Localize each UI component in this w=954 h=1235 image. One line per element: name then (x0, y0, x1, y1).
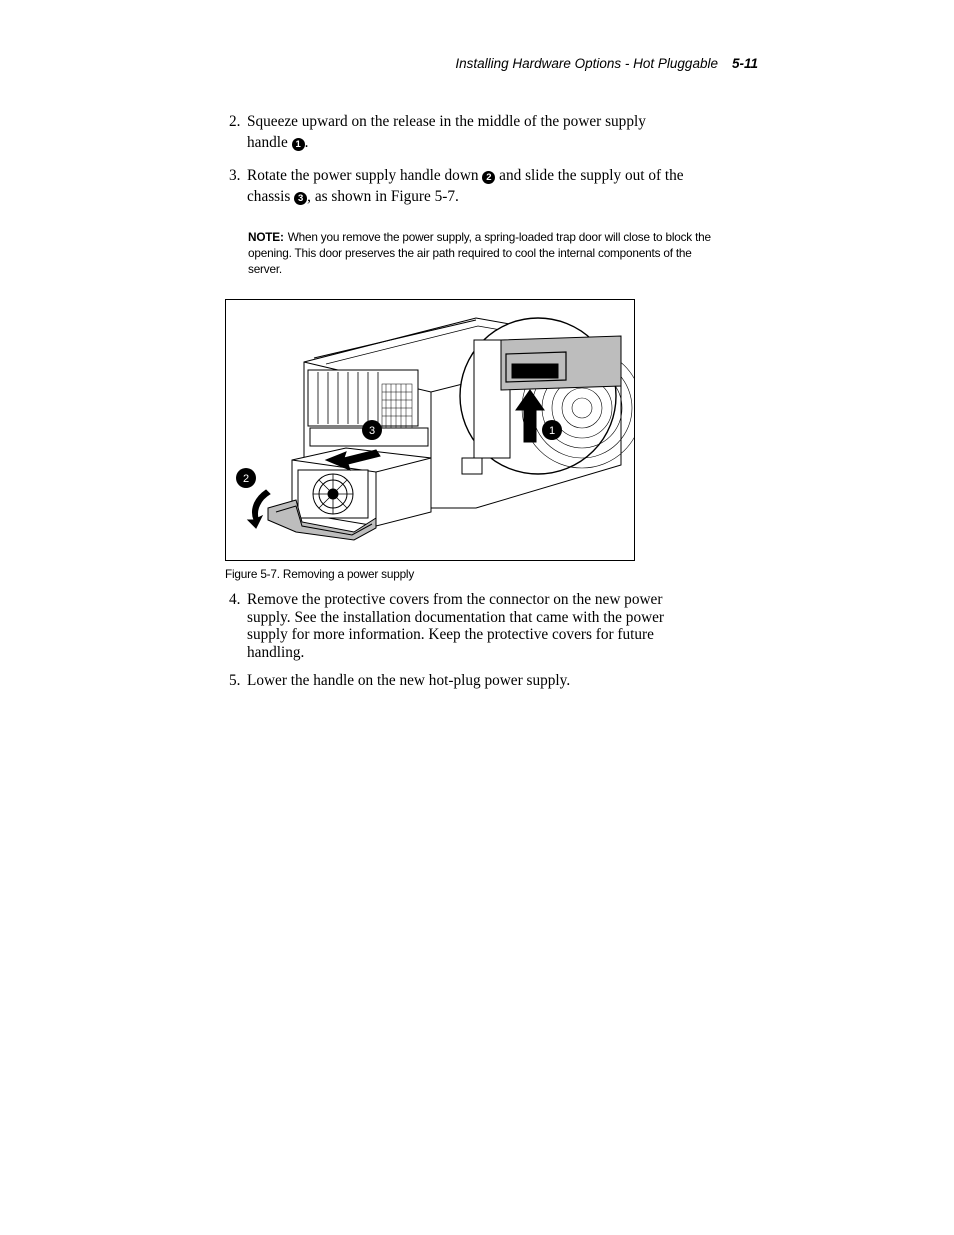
step-text: Rotate the power supply handle down (247, 167, 483, 184)
callout-2-icon: 2 (482, 171, 495, 184)
step-text: Remove the protective covers from the connector on the new power supply. See the installation documentation that came with the power supply for more information. Keep the protective covers for future handling. (247, 591, 665, 661)
note (248, 229, 718, 277)
step-number: 3. (229, 167, 241, 184)
step-text: handle (247, 134, 292, 151)
step-4 (229, 591, 699, 661)
rotate-down-arrow-icon (248, 490, 270, 528)
figure-callout-3: 3 (368, 425, 376, 437)
power-supply-illustration (226, 300, 634, 560)
step-text: chassis (247, 188, 295, 205)
figure-caption: Figure 5-7. Removing a power supply (225, 567, 415, 581)
section-title: Installing Hardware Options - Hot Pluggable (455, 56, 718, 71)
step-number: 4. (229, 591, 241, 608)
step-text: , as shown in Figure 5-7. (307, 188, 459, 205)
step-number: 2. (229, 113, 241, 130)
running-header (455, 56, 758, 71)
step-text: Squeeze upward on the release in the middle of the power supply (247, 113, 646, 130)
callout-1-icon: 1 (292, 138, 305, 151)
step-text: and slide the supply out of the (495, 167, 684, 184)
figure-callout-1: 1 (548, 425, 556, 437)
callout-3-icon: 3 (294, 192, 307, 205)
step-3 (229, 165, 699, 207)
step-number: 5. (229, 672, 241, 689)
note-label: NOTE: (248, 230, 284, 244)
figure-removing-power-supply (225, 299, 635, 561)
page-number: 5-11 (731, 56, 758, 71)
step-text: Lower the handle on the new hot-plug power supply. (247, 672, 571, 689)
step-2 (229, 111, 699, 153)
step-5 (229, 670, 699, 691)
note-text: When you remove the power supply, a spring-loaded trap door will close to block the opening. This door preserves the air path required to cool the internal components of the server. (248, 230, 711, 276)
figure-callout-2: 2 (242, 473, 250, 485)
step-text: . (304, 134, 309, 151)
